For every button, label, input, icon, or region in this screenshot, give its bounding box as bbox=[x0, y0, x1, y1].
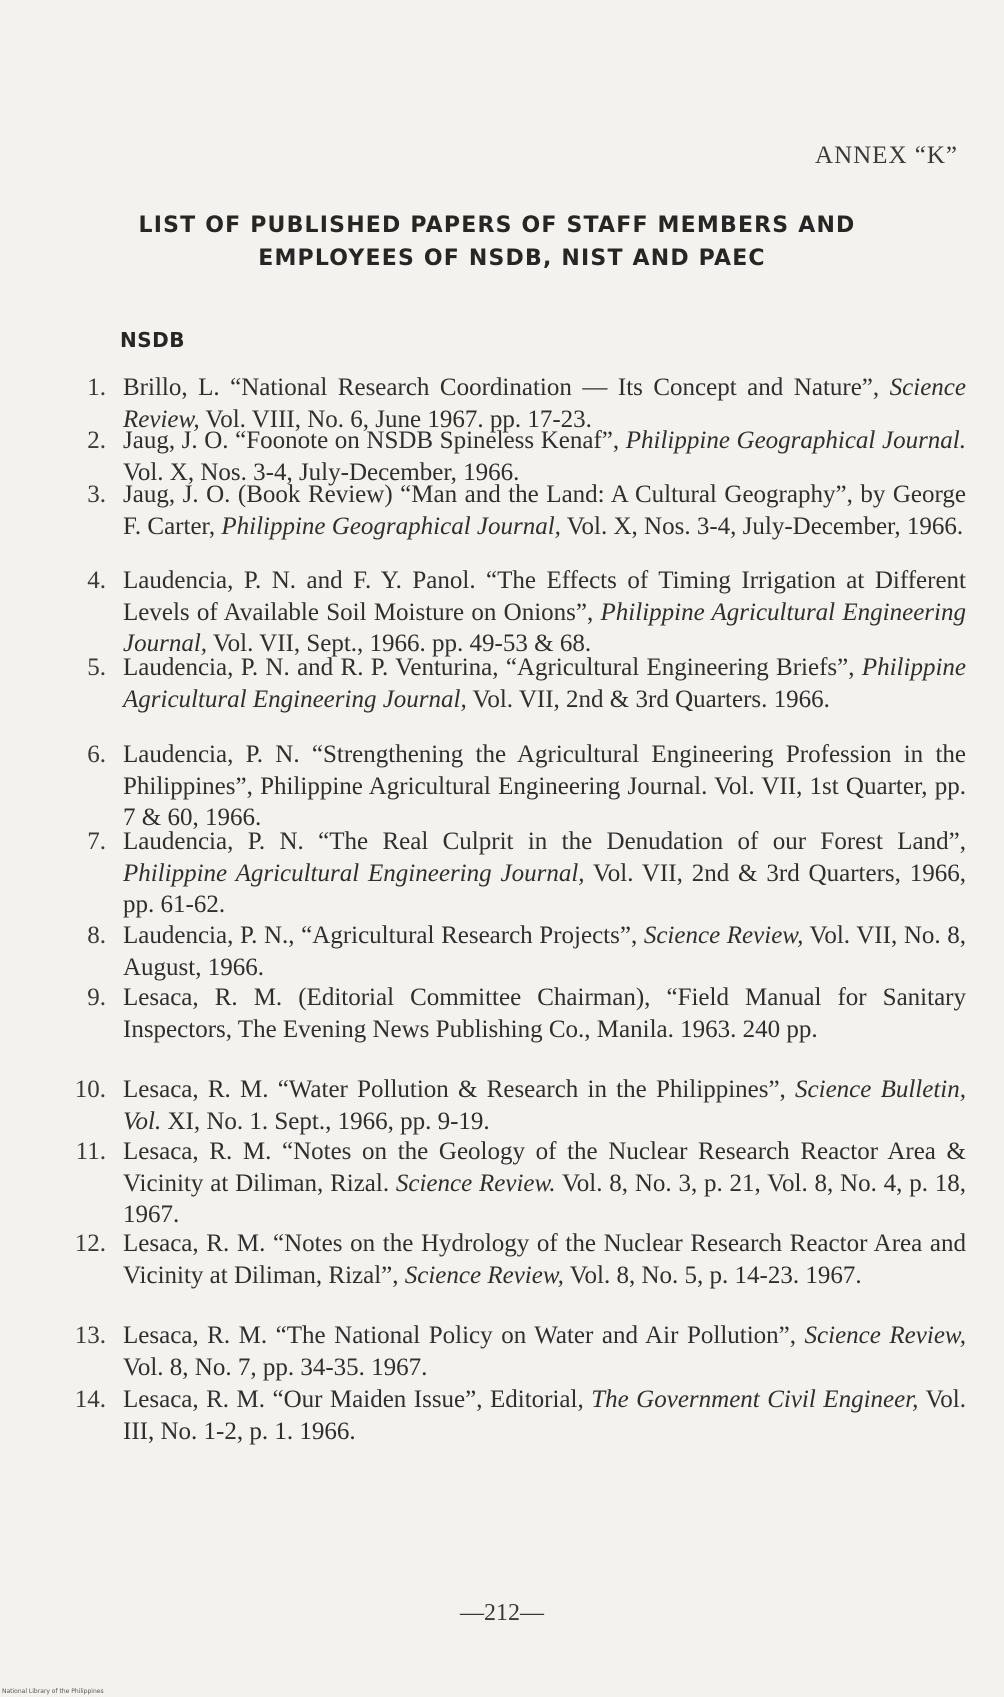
reference-segment: Lesaca, R. M. “Water Pollution & Research in the Philippines”, bbox=[123, 1076, 796, 1103]
reference-number: 9. bbox=[87, 984, 106, 1011]
section-heading: NSDB bbox=[120, 328, 185, 352]
reference-segment: Laudencia, P. N. “Strengthening the Agricultural Engineering Profession in the Philippines”, Philippine Agricultural Engineering Journal. Vol. VII, 1st Quarter, pp. 7 & 60, 1966. bbox=[123, 741, 966, 831]
reference-segment: Vol. X, Nos. 3-4, July-December, 1966. bbox=[560, 512, 964, 540]
title-line-1: LIST OF PUBLISHED PAPERS OF STAFF MEMBERS AND bbox=[138, 213, 856, 238]
reference-journal: Science Review. bbox=[395, 1169, 556, 1197]
reference-text bbox=[123, 1228, 966, 1291]
reference-number: 3. bbox=[87, 481, 106, 508]
reference-segment: Vol. X, Nos. 3-4, July-December, 1966. bbox=[123, 458, 520, 486]
reference-journal: Science Review, bbox=[123, 374, 966, 433]
reference-number: 5. bbox=[87, 654, 106, 681]
reference-journal: Science Review, bbox=[643, 922, 804, 949]
reference-segment: Lesaca, R. M. “Notes on the Geology of the Nuclear Research Reactor Area & Vicinity at Diliman, Rizal. bbox=[123, 1138, 966, 1197]
reference-text bbox=[123, 652, 966, 715]
annex-label: ANNEX “K” bbox=[815, 142, 958, 169]
reference-segment: Lesaca, R. M. “Our Maiden Issue”, Editorial, bbox=[123, 1386, 592, 1413]
reference-text bbox=[123, 920, 966, 983]
reference-segment: Vol. 8, No. 3, p. 21, Vol. 8, No. 4, p. 18, 1967. bbox=[123, 1169, 967, 1228]
reference-text bbox=[123, 739, 966, 834]
reference-segment: Vol. 8, No. 5, p. 14-23. 1967. bbox=[563, 1261, 862, 1289]
reference-journal: Science Bulletin, Vol. bbox=[123, 1076, 966, 1135]
reference-journal: Science Review, bbox=[404, 1261, 564, 1289]
reference-journal: Science Review, bbox=[804, 1322, 966, 1349]
reference-number: 8. bbox=[87, 922, 106, 949]
reference-journal: The Government Civil Engineer, bbox=[591, 1386, 919, 1413]
archive-stamp: National Library of the Philippines bbox=[2, 1688, 104, 1695]
reference-segment: Vol. VII, No. 8, August, 1966. bbox=[123, 922, 966, 981]
reference-text bbox=[123, 1136, 966, 1231]
reference-text bbox=[123, 479, 966, 542]
reference-text bbox=[123, 565, 966, 660]
reference-segment: Vol. VII, 2nd & 3rd Quarters, 1966, pp. 61-62. bbox=[123, 859, 966, 918]
reference-number: 11. bbox=[75, 1138, 106, 1165]
reference-number: 14. bbox=[74, 1386, 106, 1413]
reference-journal: Philippine Geographical Journal. bbox=[625, 427, 967, 454]
reference-journal: Philippine Agricultural Engineering Journal, bbox=[123, 654, 966, 713]
reference-number: 10. bbox=[74, 1076, 106, 1103]
reference-segment: Lesaca, R. M. “The National Policy on Water and Air Pollution”, bbox=[123, 1322, 805, 1349]
page-number: —212— bbox=[460, 1600, 544, 1626]
page-title bbox=[0, 209, 1004, 275]
reference-segment: Laudencia, P. N., “Agricultural Research Projects”, bbox=[123, 922, 644, 949]
reference-segment: Lesaca, R. M. (Editorial Committee Chairman), “Field Manual for Sanitary Inspectors, The Evening News Publishing Co., Manila. 1963. 240 pp. bbox=[123, 984, 966, 1043]
reference-journal: Philippine Agricultural Engineering Journal, bbox=[123, 598, 966, 657]
reference-segment: Vol. III, No. 1-2, p. 1. 1966. bbox=[123, 1386, 966, 1445]
reference-text bbox=[123, 1384, 966, 1447]
reference-segment: Vol. VII, 2nd & 3rd Quarters. 1966. bbox=[466, 685, 830, 713]
reference-text bbox=[123, 1074, 966, 1137]
reference-number: 6. bbox=[87, 741, 106, 768]
reference-segment: Jaug, J. O. (Book Review) “Man and the Land: A Cultural Geography”, by George F. Carter, bbox=[123, 481, 966, 540]
reference-segment: Lesaca, R. M. “Notes on the Hydrology of the Nuclear Research Reactor Area and Vicinity at Diliman, Rizal”, bbox=[123, 1230, 966, 1289]
reference-journal: Philippine Geographical Journal, bbox=[221, 512, 561, 540]
reference-number: 1. bbox=[87, 374, 106, 401]
reference-number: 2. bbox=[87, 427, 106, 454]
reference-journal: Philippine Agricultural Engineering Journal, bbox=[123, 859, 585, 887]
reference-text bbox=[123, 982, 966, 1045]
reference-segment: Jaug, J. O. “Foonote on NSDB Spineless Kenaf”, bbox=[123, 427, 626, 454]
reference-segment: Laudencia, P. N. and F. Y. Panol. “The Effects of Timing Irrigation at Different Levels of Available Soil Moisture on Onions”, bbox=[123, 567, 966, 626]
reference-segment: Vol. 8, No. 7, pp. 34-35. 1967. bbox=[123, 1353, 428, 1381]
reference-segment: Vol. VII, Sept., 1966. pp. 49-53 & 68. bbox=[207, 630, 592, 657]
reference-segment: Laudencia, P. N. and R. P. Venturina, “Agricultural Engineering Briefs”, bbox=[123, 654, 862, 681]
title-line-2: EMPLOYEES OF NSDB, NIST AND PAEC bbox=[258, 246, 766, 271]
reference-number: 4. bbox=[87, 567, 106, 594]
reference-segment: XI, No. 1. Sept., 1966, pp. 9-19. bbox=[161, 1107, 490, 1135]
reference-segment: Laudencia, P. N. “The Real Culprit in the Denudation of our Forest Land”, bbox=[123, 828, 966, 855]
reference-segment: Brillo, L. “National Research Coordination — Its Concept and Nature”, bbox=[123, 374, 890, 401]
reference-number: 12. bbox=[74, 1230, 106, 1257]
reference-number: 13. bbox=[74, 1322, 106, 1349]
reference-number: 7. bbox=[87, 828, 106, 855]
reference-segment: Vol. VIII, No. 6, June 1967. pp. 17-23. bbox=[199, 405, 592, 433]
reference-text bbox=[123, 1320, 966, 1383]
reference-text bbox=[123, 826, 966, 921]
